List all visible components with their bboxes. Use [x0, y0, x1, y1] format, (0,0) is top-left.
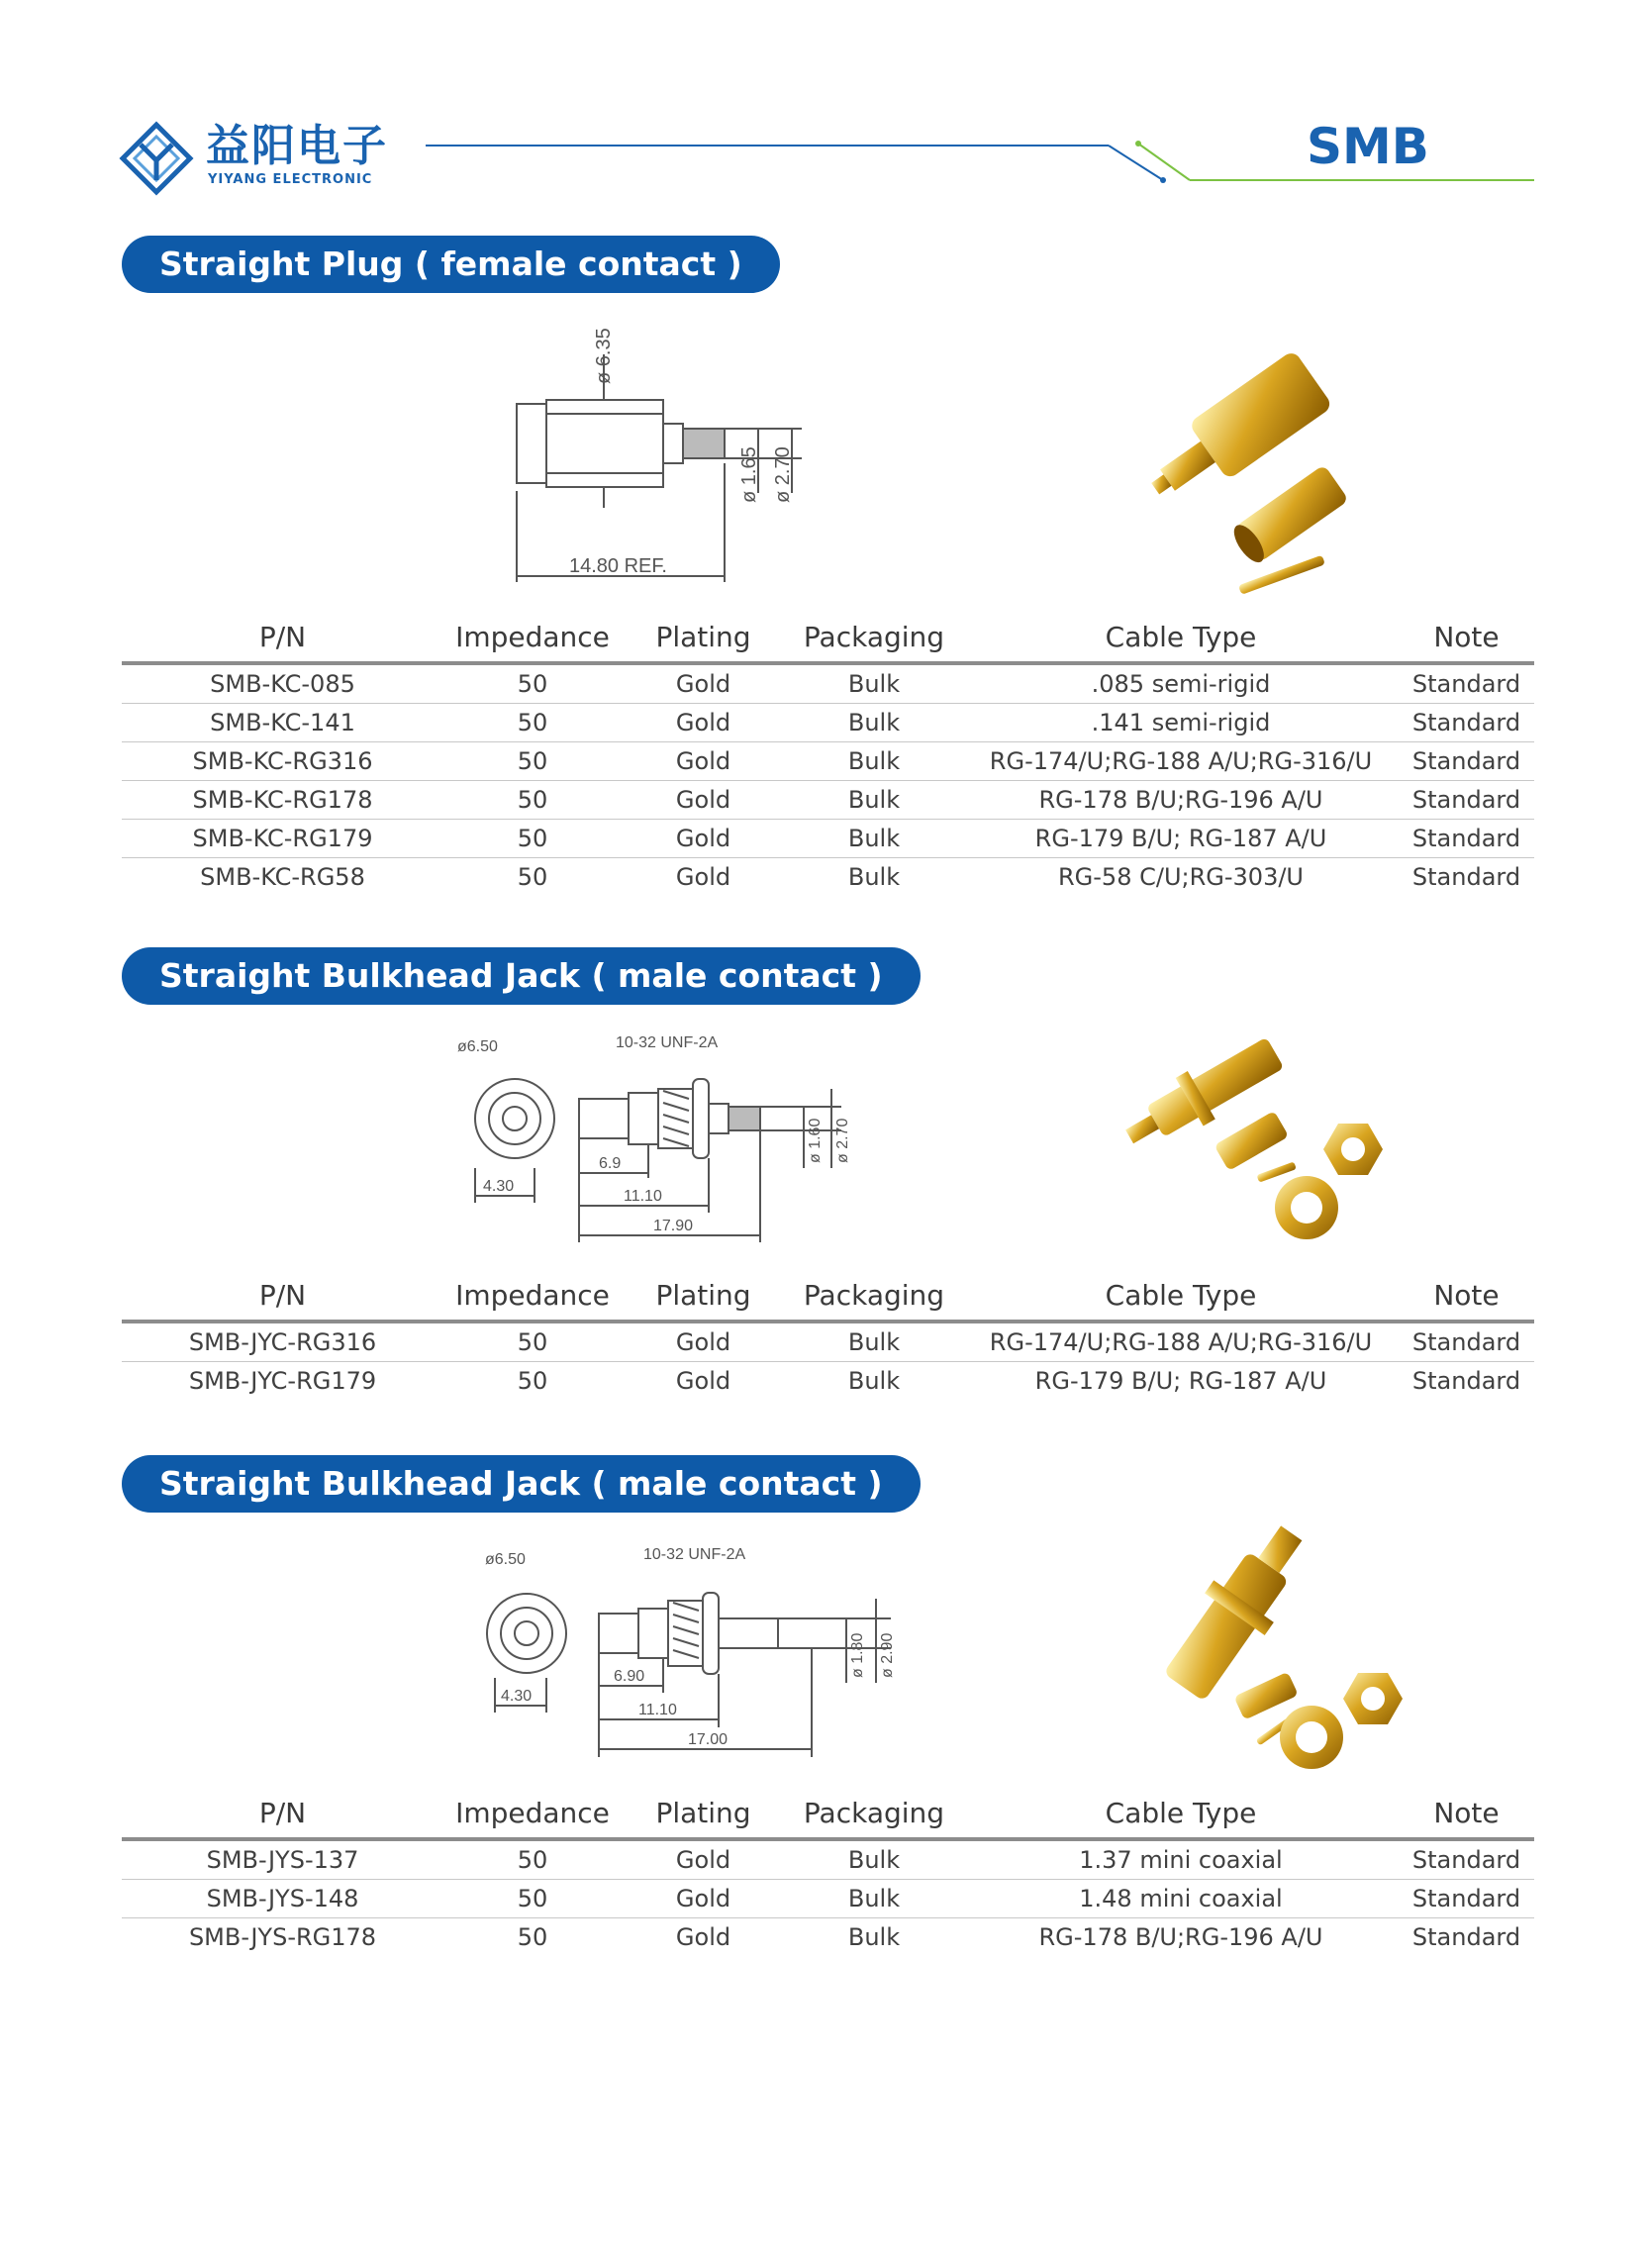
col-header-impedance: Impedance — [455, 1279, 610, 1312]
cell-pn: SMB-JYC-RG316 — [188, 1328, 377, 1356]
cell-pn: SMB-KC-141 — [210, 709, 355, 736]
section-title-bulkhead-jack-1: Straight Bulkhead Jack ( male contact ) — [122, 947, 921, 1005]
bulkhead-jack-1-product-photo — [1109, 1015, 1425, 1252]
cell-plating: Gold — [675, 863, 731, 891]
cell-pn: SMB-KC-085 — [210, 670, 355, 698]
cell-note: Standard — [1411, 863, 1521, 891]
cell-plating: Gold — [675, 747, 731, 775]
table-header-row — [122, 614, 1534, 665]
cell-packaging: Bulk — [847, 1923, 901, 1951]
col-header-plating: Plating — [655, 1797, 751, 1829]
cell-packaging: Bulk — [847, 825, 901, 852]
table-row — [122, 1362, 1534, 1400]
cell-impedance: 50 — [517, 709, 548, 736]
col-header-plating: Plating — [655, 1279, 751, 1312]
cell-cable-type: RG-178 B/U;RG-196 A/U — [1038, 1923, 1323, 1951]
cell-impedance: 50 — [517, 863, 548, 891]
cell-packaging: Bulk — [847, 1367, 901, 1395]
cell-plating: Gold — [675, 709, 731, 736]
table-row — [122, 1880, 1534, 1918]
cell-packaging: Bulk — [847, 709, 901, 736]
dim-diameter-1-65: ø 1.65 — [738, 446, 760, 503]
yiyang-logo-icon — [119, 121, 194, 196]
col-header-impedance: Impedance — [455, 1797, 610, 1829]
table-row — [122, 1841, 1534, 1880]
dim-diameter-2-90: ø 2.90 — [879, 1632, 896, 1678]
cell-cable-type: RG-179 B/U; RG-187 A/U — [1034, 1367, 1327, 1395]
series-title: SMB — [1307, 118, 1429, 175]
dim-diameter-1-80: ø 1.80 — [849, 1632, 866, 1678]
cell-note: Standard — [1411, 709, 1521, 736]
cell-packaging: Bulk — [847, 670, 901, 698]
col-header-cable-type: Cable Type — [1105, 621, 1257, 653]
table-row — [122, 781, 1534, 820]
cell-cable-type: 1.37 mini coaxial — [1079, 1846, 1283, 1874]
cell-plating: Gold — [675, 1846, 731, 1874]
cell-cable-type: .085 semi-rigid — [1091, 670, 1271, 698]
bulkhead-jack-1-table — [122, 1272, 1534, 1400]
cell-cable-type: RG-174/U;RG-188 A/U;RG-316/U — [989, 1328, 1373, 1356]
cell-packaging: Bulk — [847, 747, 901, 775]
bulkhead-jack-2-table — [122, 1790, 1534, 1956]
col-header-pn: P/N — [258, 1279, 307, 1312]
cell-note: Standard — [1411, 786, 1521, 814]
cell-note: Standard — [1411, 1885, 1521, 1912]
cell-note: Standard — [1411, 1367, 1521, 1395]
dim-length-17-90: 17.90 — [653, 1218, 694, 1234]
cell-packaging: Bulk — [847, 863, 901, 891]
cell-impedance: 50 — [517, 1923, 548, 1951]
cell-cable-type: RG-178 B/U;RG-196 A/U — [1038, 786, 1323, 814]
cell-impedance: 50 — [517, 1328, 548, 1356]
logo-english-name: YIYANG ELECTRONIC — [208, 172, 373, 187]
cell-cable-type: RG-58 C/U;RG-303/U — [1058, 863, 1304, 891]
cell-plating: Gold — [675, 1367, 731, 1395]
table-row — [122, 858, 1534, 896]
cell-plating: Gold — [675, 825, 731, 852]
cell-pn: SMB-KC-RG58 — [200, 863, 365, 891]
col-header-impedance: Impedance — [455, 621, 610, 653]
cell-plating: Gold — [675, 1328, 731, 1356]
dim-length-14-80: 14.80 REF. — [569, 555, 667, 577]
cell-pn: SMB-JYS-148 — [206, 1885, 359, 1912]
cell-note: Standard — [1411, 747, 1521, 775]
cell-pn: SMB-JYS-137 — [206, 1846, 359, 1874]
cell-note: Standard — [1411, 1846, 1521, 1874]
cell-cable-type: 1.48 mini coaxial — [1079, 1885, 1283, 1912]
col-header-note: Note — [1433, 1797, 1500, 1829]
bulkhead-jack-1-technical-drawing — [455, 1029, 891, 1247]
dim-diameter-1-60: ø 1.60 — [807, 1118, 824, 1163]
dim-length-11-10: 11.10 — [638, 1702, 677, 1718]
col-header-packaging: Packaging — [803, 1279, 945, 1312]
dim-thread: 10-32 UNF-2A — [643, 1546, 746, 1563]
straight-plug-technical-drawing — [505, 315, 831, 592]
cell-impedance: 50 — [517, 825, 548, 852]
straight-plug-table — [122, 614, 1534, 896]
table-row — [122, 820, 1534, 858]
table-header-row — [122, 1790, 1534, 1841]
cell-cable-type: .141 semi-rigid — [1091, 709, 1271, 736]
straight-plug-product-photo — [1118, 327, 1396, 594]
dim-length-6-90: 6.90 — [614, 1668, 645, 1685]
company-logo — [119, 117, 388, 196]
cell-packaging: Bulk — [847, 1885, 901, 1912]
logo-chinese-name: 益阳电子 — [206, 121, 388, 171]
table-row — [122, 704, 1534, 742]
cell-impedance: 50 — [517, 1846, 548, 1874]
table-row — [122, 1323, 1534, 1362]
cell-cable-type: RG-179 B/U; RG-187 A/U — [1034, 825, 1327, 852]
cell-note: Standard — [1411, 1923, 1521, 1951]
cell-note: Standard — [1411, 825, 1521, 852]
dim-diameter-2-70: ø 2.70 — [772, 446, 794, 503]
cell-pn: SMB-JYC-RG179 — [188, 1367, 377, 1395]
cell-packaging: Bulk — [847, 1328, 901, 1356]
cell-cable-type: RG-174/U;RG-188 A/U;RG-316/U — [989, 747, 1373, 775]
cell-pn: SMB-KC-RG179 — [192, 825, 373, 852]
table-row — [122, 742, 1534, 781]
dim-width-4-30: 4.30 — [483, 1178, 515, 1195]
dim-length-6-9: 6.9 — [599, 1155, 622, 1172]
cell-plating: Gold — [675, 786, 731, 814]
dim-width-4-30: 4.30 — [501, 1688, 533, 1705]
section-title-straight-plug: Straight Plug ( female contact ) — [122, 236, 780, 293]
dim-diameter-2-70: ø 2.70 — [834, 1118, 851, 1163]
dim-diameter-6-35: ø 6.35 — [593, 328, 615, 384]
cell-pn: SMB-KC-RG316 — [192, 747, 373, 775]
col-header-pn: P/N — [258, 1797, 307, 1829]
col-header-note: Note — [1433, 1279, 1500, 1312]
cell-impedance: 50 — [517, 786, 548, 814]
cell-packaging: Bulk — [847, 1846, 901, 1874]
cell-note: Standard — [1411, 1328, 1521, 1356]
dim-diameter-6-50: ø6.50 — [485, 1551, 526, 1568]
cell-pn: SMB-KC-RG178 — [192, 786, 373, 814]
col-header-pn: P/N — [258, 621, 307, 653]
cell-impedance: 50 — [517, 1885, 548, 1912]
cell-impedance: 50 — [517, 1367, 548, 1395]
dim-diameter-6-50: ø6.50 — [457, 1038, 498, 1055]
col-header-cable-type: Cable Type — [1105, 1279, 1257, 1312]
table-row — [122, 1918, 1534, 1956]
bulkhead-jack-2-product-photo — [1138, 1524, 1435, 1782]
bulkhead-jack-2-technical-drawing — [475, 1539, 911, 1762]
cell-plating: Gold — [675, 1923, 731, 1951]
col-header-packaging: Packaging — [803, 1797, 945, 1829]
table-header-row — [122, 1272, 1534, 1323]
cell-plating: Gold — [675, 1885, 731, 1912]
dim-length-17-00: 17.00 — [688, 1731, 729, 1748]
col-header-cable-type: Cable Type — [1105, 1797, 1257, 1829]
dim-thread: 10-32 UNF-2A — [616, 1034, 719, 1051]
col-header-packaging: Packaging — [803, 621, 945, 653]
col-header-plating: Plating — [655, 621, 751, 653]
dim-length-11-10: 11.10 — [624, 1188, 662, 1205]
cell-note: Standard — [1411, 670, 1521, 698]
cell-plating: Gold — [675, 670, 731, 698]
section-title-bulkhead-jack-2: Straight Bulkhead Jack ( male contact ) — [122, 1455, 921, 1513]
col-header-note: Note — [1433, 621, 1500, 653]
cell-packaging: Bulk — [847, 786, 901, 814]
table-row — [122, 665, 1534, 704]
cell-impedance: 50 — [517, 670, 548, 698]
cell-pn: SMB-JYS-RG178 — [188, 1923, 377, 1951]
cell-impedance: 50 — [517, 747, 548, 775]
